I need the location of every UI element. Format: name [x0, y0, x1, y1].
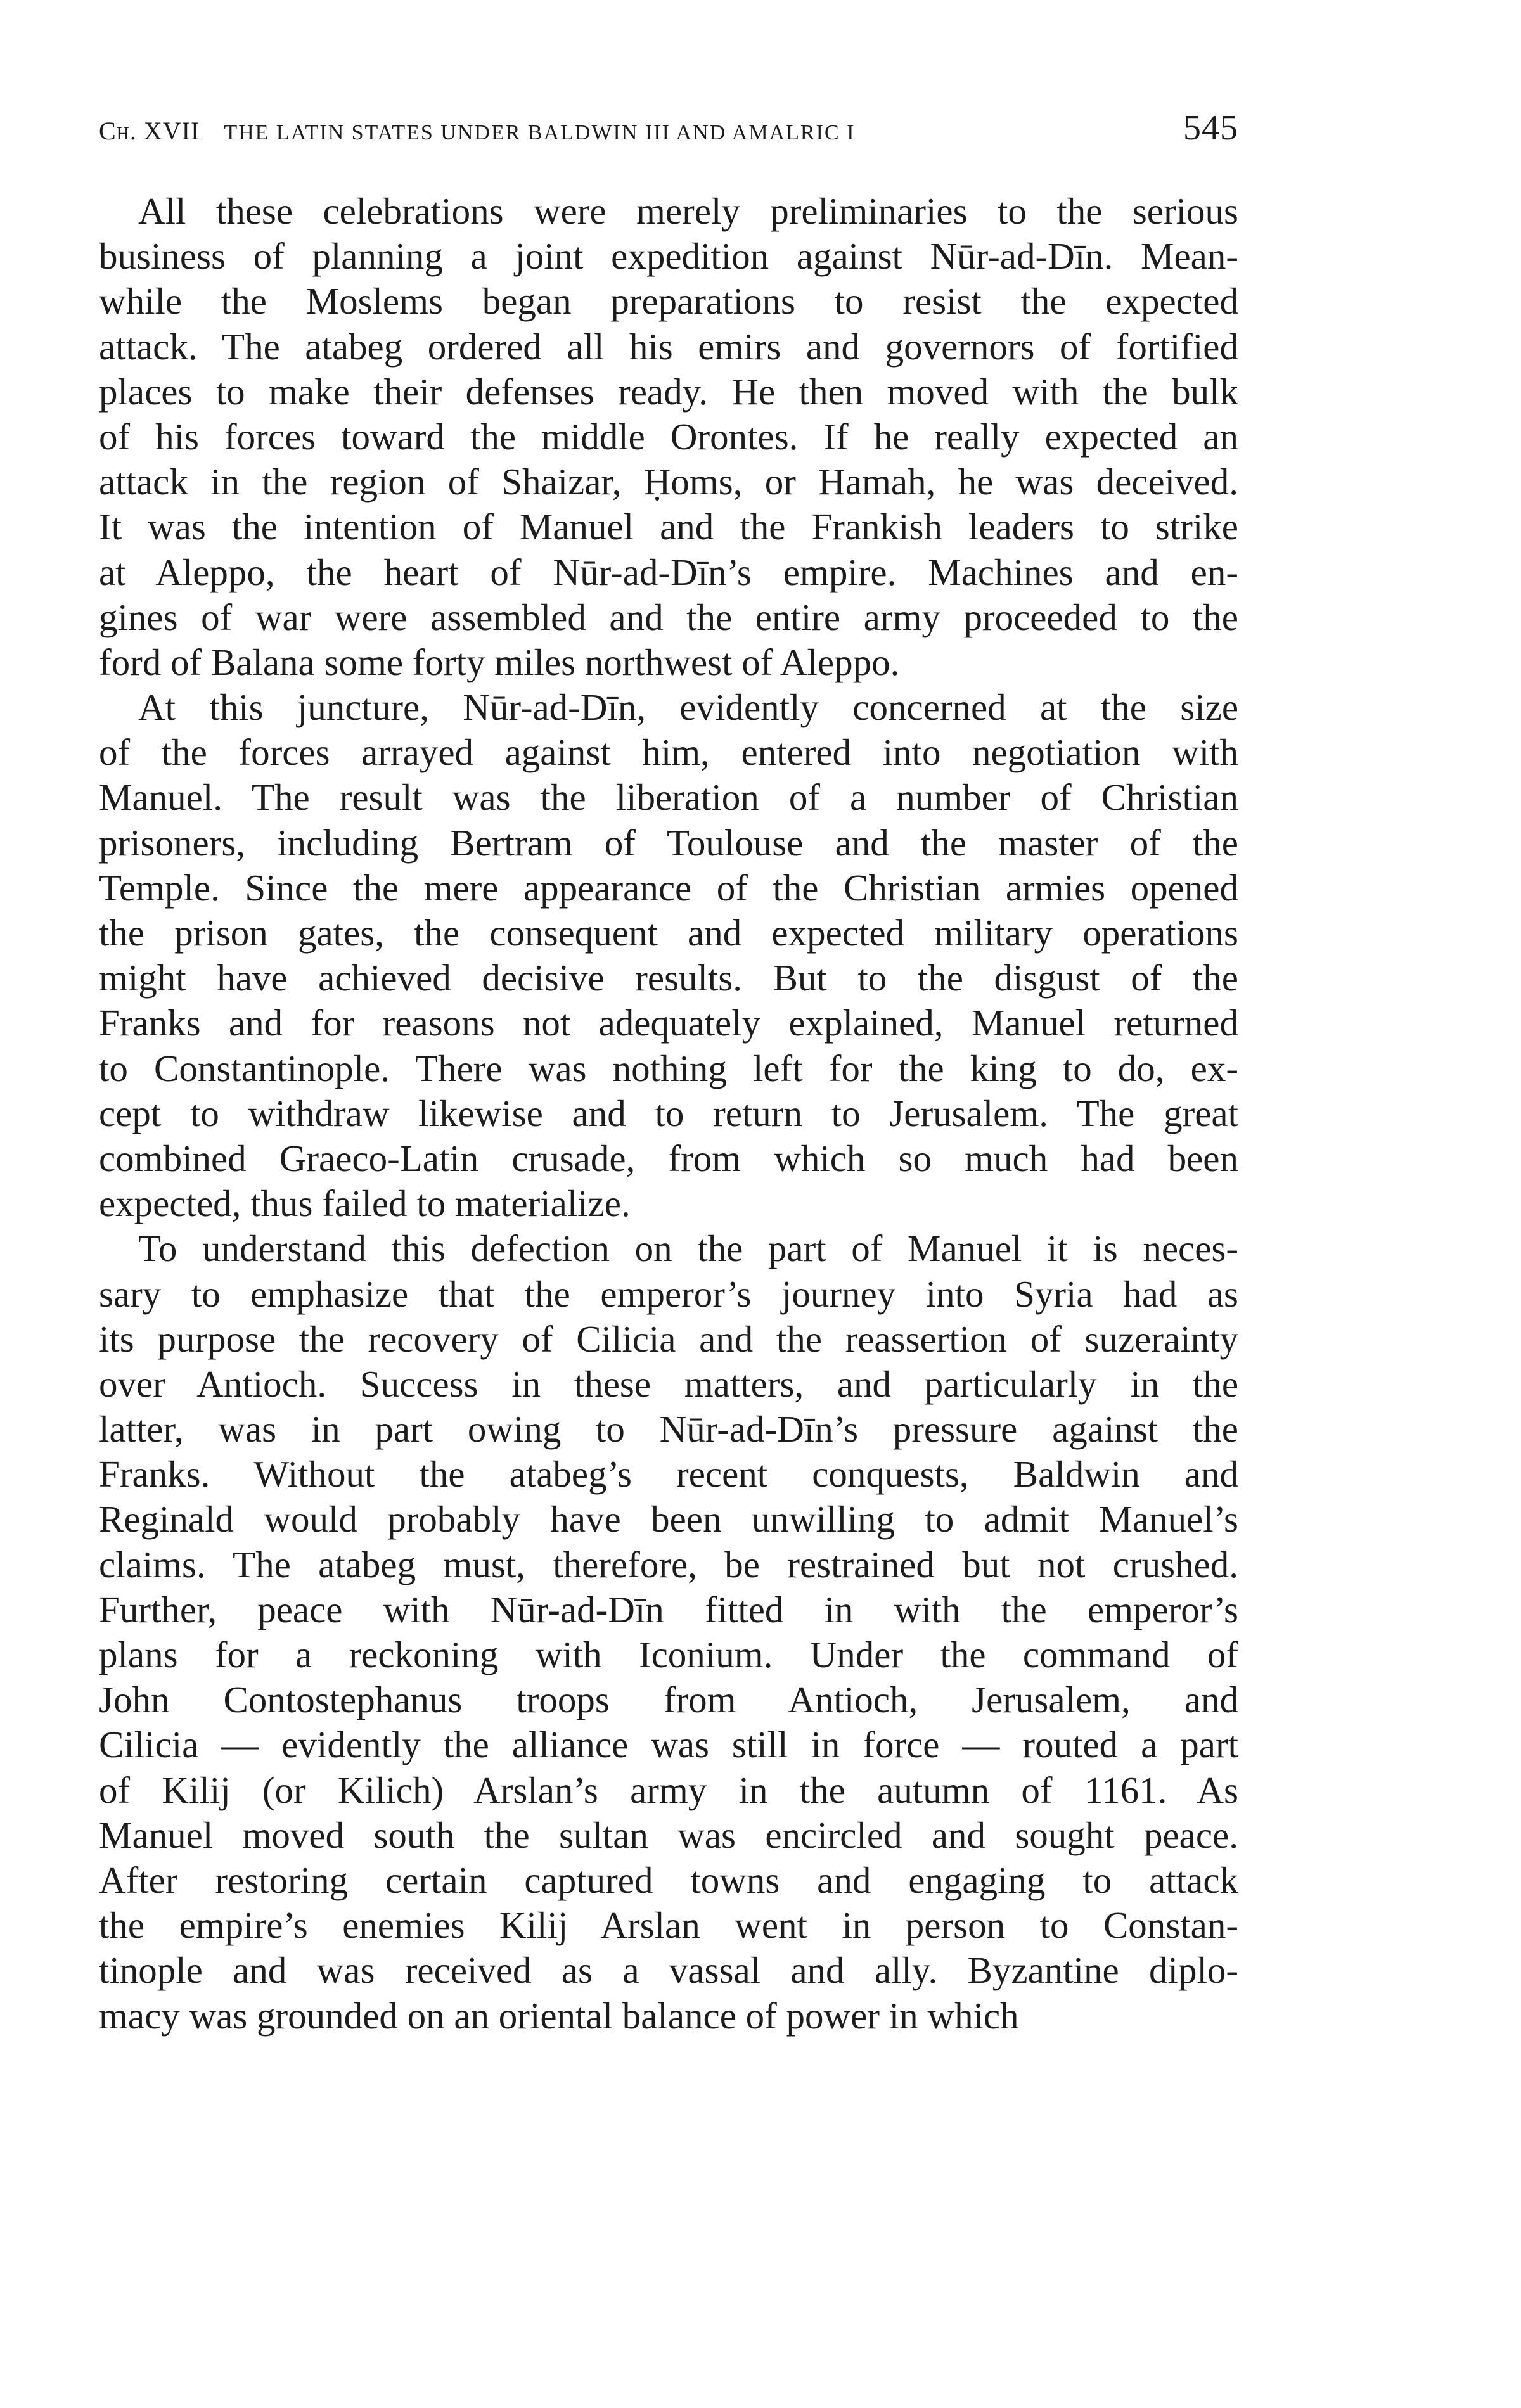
- text-line: At this juncture, Nūr-ad-Dīn, evidently concerned at the size: [138, 686, 1238, 729]
- text-line: while the Moslems began preparations to resist the expected: [99, 280, 1238, 323]
- text-line: the prison gates, the consequent and expected military operations: [99, 912, 1238, 954]
- text-line: of the forces arrayed against him, entered into negotiation with: [99, 731, 1238, 774]
- paragraph: [99, 685, 1238, 1226]
- text-line: attack. The atabeg ordered all his emirs and governors of fortified: [99, 325, 1238, 368]
- text-line: All these celebrations were merely preliminaries to the serious: [138, 190, 1238, 232]
- paragraph: [99, 189, 1238, 685]
- chapter-label: Ch. XVII: [99, 117, 200, 145]
- text-line: sary to emphasize that the emperor’s journey into Syria had as: [99, 1272, 1238, 1315]
- text-line: over Antioch. Success in these matters, and particularly in the: [99, 1362, 1238, 1405]
- paragraph: [99, 1226, 1238, 2038]
- text-line: Franks. Without the atabeg’s recent conquests, Baldwin and: [99, 1453, 1238, 1495]
- text-line: of Kilij (or Kilich) Arslan’s army in the autumn of 1161. As: [99, 1769, 1238, 1811]
- text-line: tinople and was received as a vassal and ally. Byzantine diplo-: [99, 1949, 1238, 1992]
- text-line: cept to withdraw likewise and to return to Jerusalem. The great: [99, 1092, 1238, 1134]
- text-line: latter, was in part owing to Nūr-ad-Dīn’s pressure against the: [99, 1408, 1238, 1451]
- text-line: Temple. Since the mere appearance of the Christian armies opened: [99, 866, 1238, 909]
- text-line: It was the intention of Manuel and the Frankish leaders to strike: [99, 506, 1238, 548]
- text-line: combined Graeco-Latin crusade, from which so much had been: [99, 1137, 1238, 1179]
- text-line: places to make their defenses ready. He then moved with the bulk: [99, 370, 1238, 413]
- text-line: Manuel. The result was the liberation of a number of Christian: [99, 776, 1238, 819]
- text-line: Manuel moved south the sultan was encircled and sought peace.: [99, 1814, 1238, 1856]
- text-line: to Constantinople. There was nothing left for the king to do, ex-: [99, 1047, 1238, 1089]
- text-line: Reginald would probably have been unwilling to admit Manuel’s: [99, 1498, 1238, 1540]
- text-line: of his forces toward the middle Orontes. If he really expected an: [99, 415, 1238, 458]
- text-line: prisoners, including Bertram of Toulouse and the master of the: [99, 821, 1238, 864]
- text-line: After restoring certain captured towns and engaging to attack: [99, 1859, 1238, 1901]
- text-line: business of planning a joint expedition against Nūr-ad-Dīn. Mean-: [99, 235, 1238, 278]
- text-line: the empire’s enemies Kilij Arslan went in person to Constan-: [99, 1904, 1238, 1947]
- running-title: THE LATIN STATES UNDER BALDWIN III AND AMALRIC I: [224, 121, 856, 144]
- text-line: its purpose the recovery of Cilicia and the reassertion of suzerainty: [99, 1317, 1238, 1360]
- text-line: claims. The atabeg must, therefore, be restrained but not crushed.: [99, 1543, 1238, 1585]
- text-line: expected, thus failed to materialize.: [99, 1182, 631, 1225]
- text-line: Franks and for reasons not adequately explained, Manuel returned: [99, 1002, 1238, 1044]
- text-line: attack in the region of Shaizar, Ḥoms, or Hamah, he was deceived.: [99, 461, 1238, 503]
- text-line: at Aleppo, the heart of Nūr-ad-Dīn’s empire. Machines and en-: [99, 551, 1238, 593]
- text-line: gines of war were assembled and the entire army proceeded to the: [99, 596, 1238, 638]
- running-head: [99, 108, 1238, 158]
- text-line: might have achieved decisive results. But to the disgust of the: [99, 957, 1238, 999]
- text-line: John Contostephanus troops from Antioch, Jerusalem, and: [99, 1679, 1238, 1721]
- text-line: ford of Balana some forty miles northwest of Aleppo.: [99, 641, 900, 683]
- body-text: [99, 189, 1238, 2039]
- text-line: Cilicia — evidently the alliance was still in force — routed a part: [99, 1724, 1238, 1766]
- text-line: plans for a reckoning with Iconium. Under the command of: [99, 1634, 1238, 1675]
- page-number: 545: [1183, 108, 1238, 148]
- text-line: To understand this defection on the part of Manuel it is neces-: [138, 1227, 1238, 1270]
- text-line: macy was grounded on an oriental balance of power in which: [99, 1994, 1019, 2037]
- text-line: Further, peace with Nūr-ad-Dīn fitted in with the emperor’s: [99, 1588, 1238, 1630]
